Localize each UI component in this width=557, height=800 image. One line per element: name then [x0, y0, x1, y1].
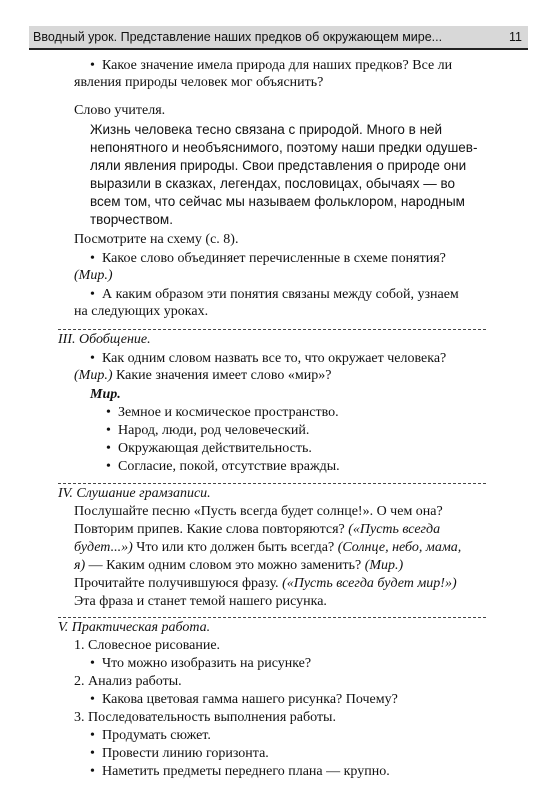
section-4-line-2-answer: («Пусть всегда: [348, 522, 441, 537]
section-divider: [58, 329, 486, 330]
meaning-item: • Земное и космическое пространство.: [106, 404, 339, 421]
teacher-text-line-3: ляли явления природы. Свои представления о природе они: [90, 158, 467, 173]
header-title: Вводный урок. Представление наших предков об окружающем мире...: [33, 30, 443, 44]
section-divider: [58, 483, 486, 484]
section-4-line-4-answer-end: я): [74, 558, 86, 573]
section-4-line-4: [74, 557, 403, 574]
section-3-answer: (Мир.): [74, 368, 113, 383]
section-3-question-tail: Какие значения имеет слово «мир»?: [112, 368, 332, 383]
section-4-line-6: Эта фраза и станет темой нашего рисунка.: [74, 594, 327, 609]
meaning-item: • Окружающая действительность.: [106, 440, 312, 457]
step-3: 3. Последовательность выполнения работы.: [74, 710, 336, 725]
section-4-line-5-text: Прочитайте получившуюся фразу.: [74, 576, 283, 591]
section-5-title: V. Практическая работа.: [58, 620, 211, 635]
section-4-line-3-answer: (Солнце, небо, мама,: [337, 540, 462, 555]
teacher-text-line-4: выразили в сказках, легендах, пословицах, обычаях — во: [90, 176, 456, 191]
scheme-instruction: Посмотрите на схему (с. 8).: [74, 232, 239, 247]
section-4-line-4-answer: (Мир.): [364, 558, 404, 573]
teacher-text-line-6: творчеством.: [90, 212, 173, 227]
teacher-text-line-2: непонятного и необъяснимого, поэтому наши предки одушев-: [90, 140, 478, 155]
running-header: [29, 26, 528, 50]
section-4-line-3-text: Что или кто должен быть всегда?: [132, 540, 338, 555]
step-2: 2. Анализ работы.: [74, 674, 182, 689]
section-4-line-5: [74, 575, 457, 592]
meaning-item: • Согласие, покой, отсутствие вражды.: [106, 458, 340, 475]
section-4-line-1: Послушайте песню «Пусть всегда будет солнце!». О чем она?: [74, 504, 443, 519]
section-4-line-5-answer: («Пусть всегда будет мир!»): [282, 576, 457, 591]
scheme-question-2-line-2: на следующих уроках.: [74, 304, 209, 319]
section-4-title: IV. Слушание грамзаписи.: [58, 486, 211, 501]
intro-question-line-2: явления природы человек мог объяснить?: [74, 75, 324, 90]
section-3-question-line-2: [74, 367, 331, 384]
section-4-line-3: [74, 539, 461, 556]
teacher-text-line-5: всем том, что сейчас мы называем фольклором, народным: [90, 194, 465, 209]
section-4-line-4-text: — Каким одним словом это можно заменить?: [85, 558, 365, 573]
section-4-line-2-text: Повторим припев. Какие слова повторяются?: [74, 522, 349, 537]
section-3-word: Мир.: [90, 387, 121, 402]
meaning-item: • Народ, люди, род человеческий.: [106, 422, 309, 439]
teacher-text-line-1: Жизнь человека тесно связана с природой. Много в ней: [90, 122, 443, 137]
step-1: 1. Словесное рисование.: [74, 638, 221, 653]
section-3-question-line-1: • Как одним словом назвать все то, что окружает человека?: [90, 350, 446, 367]
step-3-item: • Продумать сюжет.: [90, 727, 211, 744]
step-2-question: • Какова цветовая гамма нашего рисунка? Почему?: [90, 691, 398, 708]
teacher-word-label: Слово учителя.: [74, 103, 166, 118]
scheme-answer-1: (Мир.): [74, 268, 113, 283]
scheme-question-2-line-1: • А каким образом эти понятия связаны между собой, узнаем: [90, 286, 459, 303]
step-1-question: • Что можно изобразить на рисунке?: [90, 655, 311, 672]
section-3-title: III. Обобщение.: [58, 332, 151, 347]
step-3-item: • Наметить предметы переднего плана — крупно.: [90, 763, 390, 780]
section-4-line-3-answer-end: будет...»): [74, 540, 133, 555]
section-4-line-2: [74, 521, 440, 538]
step-3-item: • Провести линию горизонта.: [90, 745, 269, 762]
section-divider: [58, 617, 486, 618]
scheme-question-1: • Какое слово объединяет перечисленные в схеме понятия?: [90, 250, 446, 267]
intro-question-line-1: • Какое значение имела природа для наших предков? Все ли: [90, 57, 452, 74]
page-number: 11: [509, 30, 522, 44]
